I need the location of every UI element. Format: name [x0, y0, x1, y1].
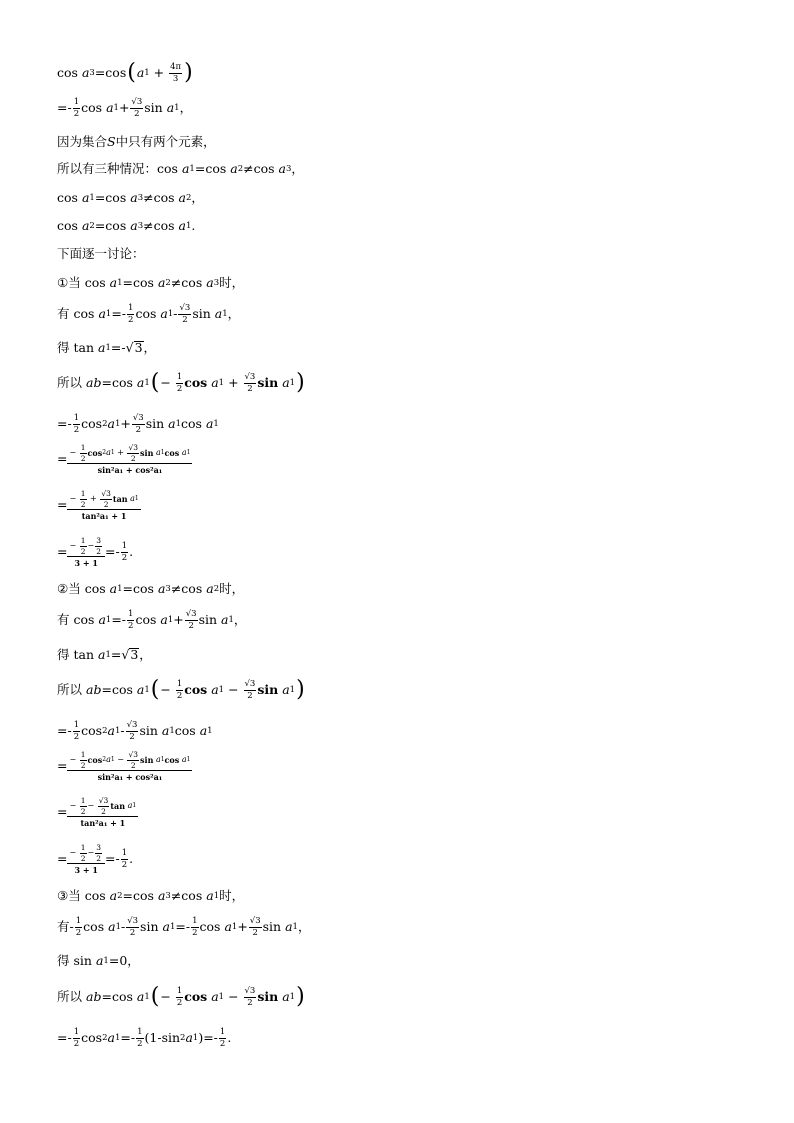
- case-1-tan: 得 tan a 1 =-√ 3 ，: [57, 339, 157, 355]
- math-eq-cos: =cos: [94, 64, 127, 80]
- case-1-condition: ①当 cos a 1 = cos a 2 ≠ cos a 3 时，: [57, 275, 245, 290]
- case-3-result: =- 1 2 cos 2 a 1 =- 1 2 (1- sin 2 a 1 )=- 1 2 .: [57, 1027, 232, 1049]
- case-2-fraction-2: = − 1 2 − √3 2 tan a 1 tan²a₁ + 1: [57, 796, 137, 828]
- case-3-sin: 得 sin a 1 = 0 ，: [57, 953, 140, 968]
- math-sub: 1: [144, 67, 150, 78]
- case-3-condition: ③当 cos a 2 = cos a 3 ≠ cos a 1 时，: [57, 888, 245, 903]
- case-2-expand: =- 1 2 cos 2 a 1 - √3 2 sin a 1 cos a 1: [57, 720, 213, 742]
- case-2-ab: 所以 ab = cos a 1 ( − 1 2 cos a 1 − √3 2 sin a 1 ): [57, 677, 305, 702]
- math-a: a: [136, 64, 145, 80]
- case-2-result: = − 1 2 − 3 2 3 + 1 =- 1 2 .: [57, 843, 134, 875]
- line-cos-a3-definition: cos a 3 =cos ( a 1 + 4π 3 ): [57, 60, 193, 85]
- case-1-ab: 所以 ab = cos a 1 ( − 1 2 cos a 1 + √3 2 sin a 1 ): [57, 370, 305, 395]
- case-2-equation: 有 cos a 1 =- 1 2 cos a 1 + √3 2 sin a 1 ，: [57, 609, 247, 631]
- fraction-4pi-3: 4π 3: [170, 62, 182, 84]
- line-expansion: =- 1 2 cos a 1 + √3 2 sin a 1 ，: [57, 97, 193, 119]
- fraction-sqrt3-2: √3 2: [131, 97, 143, 119]
- case-3-equation: 有 - 1 2 cos a 1 - √3 2 sin a 1 =- 1 2 cos a 1 + √3 2 sin a 1 ，: [57, 916, 311, 938]
- line-set-two-elements: 因为集合 S 中只有两个元素，: [57, 134, 216, 149]
- case-1-result: = − 1 2 − 3 2 3 + 1 =- 1 2 .: [57, 536, 134, 568]
- case-2-tan: 得 tan a 1 =√ 3 ，: [57, 646, 152, 662]
- line-discuss: 下面逐一讨论：: [57, 246, 145, 261]
- case-1-equation: 有 cos a 1 =- 1 2 cos a 1 - √3 2 sin a 1 ，: [57, 303, 241, 325]
- case-2-fraction-1: = − 1 2 cos 2 a 1 − √3 2 sin a 1 cos a 1 sin²a₁ + cos²a₁: [57, 750, 191, 782]
- math-paren-open: (: [127, 60, 136, 85]
- line-three-cases: 所以有三种情况： cos a 1 = cos a 2 ≠ cos a 3 ，: [57, 161, 304, 176]
- fraction-1-2: 1 2: [73, 97, 80, 119]
- line-case-c: cos a 2 = cos a 3 ≠ cos a 1 .: [57, 218, 196, 233]
- math-a: a: [81, 64, 90, 80]
- math-sub: 3: [89, 67, 95, 78]
- math-cos: cos: [57, 64, 78, 80]
- case-2-condition: ②当 cos a 1 = cos a 3 ≠ cos a 2 时，: [57, 581, 245, 596]
- case-3-ab: 所以 ab = cos a 1 ( − 1 2 cos a 1 − √3 2 sin a 1 ): [57, 984, 305, 1009]
- math-paren-close: ): [184, 60, 193, 85]
- case-1-fraction-2: = − 1 2 + √3 2 tan a 1 tan²a₁ + 1: [57, 489, 139, 521]
- line-case-b: cos a 1 = cos a 3 ≠ cos a 2 ，: [57, 190, 204, 205]
- case-1-expand: =- 1 2 cos 2 a 1 + √3 2 sin a 1 cos a 1: [57, 413, 219, 435]
- case-1-fraction-1: = − 1 2 cos 2 a 1 + √3 2 sin a 1 cos a 1 sin²a₁ + cos²a₁: [57, 443, 191, 475]
